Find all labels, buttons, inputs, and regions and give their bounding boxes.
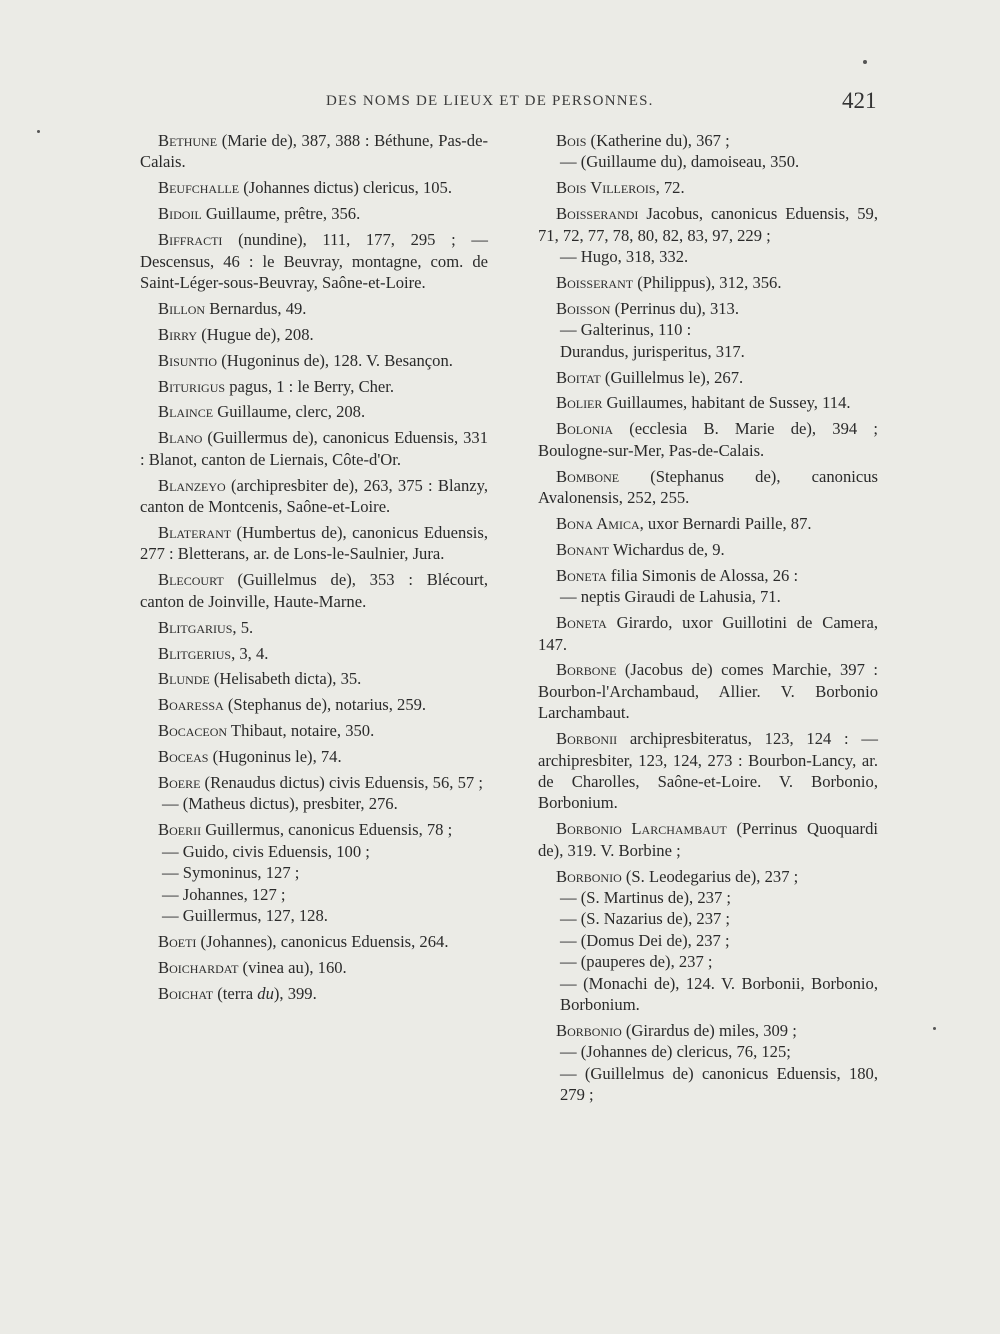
entry-subentry: — (S. Martinus de), 237 ; [560,888,731,907]
entry-subentry: — (Guillaume du), damoiseau, 350. [560,152,800,172]
index-entry [538,612,878,655]
entry-text: Thibaut, notaire, 350. [227,721,375,741]
entry-text: , 72. [655,178,685,198]
index-entry [140,522,488,565]
entry-headword: Bidoil [158,204,202,224]
index-entry [140,819,488,926]
entry-headword: Bolonia [556,419,614,439]
entry-headword: Birry [158,324,198,344]
entry-text: filia Simonis de Alossa, 26 : [606,565,799,585]
entry-headword: Bethune [158,131,218,150]
entry-headword: Boisserandi [556,204,639,224]
entry-text: , uxor Bernardi Paille, 87. [639,514,812,533]
entry-subentry: — Galterinus, 110 : [560,320,692,340]
entry-headword: Beufchalle [158,178,240,198]
entry-headword: Boneta [556,613,607,633]
index-entry [140,720,488,741]
entry-text: (nundine), 111, 177, 295 ; — Descensus, 46 : le Beuvray, montagne, com. de Saint-Léger-sous-Beuvray, Saône-et-Loire. [140,230,488,292]
index-entry [538,130,878,173]
entry-headword: Biturigus [158,376,226,396]
speck-mark [933,1027,936,1030]
index-entry [538,565,878,608]
entry-headword: Boaressa [158,695,224,715]
left-column [140,130,488,1009]
entry-subentry: — (pauperes de), 237 ; [560,952,713,972]
index-entry [140,617,488,638]
entry-text: (Guillermus de), canonicus Eduensis, 331 : Blanot, canton de Liernais, Côte-d'Or. [140,428,488,469]
index-entry [538,367,878,388]
entry-text: (Katherine du), 367 ; [586,131,730,150]
entry-headword: Blecourt [158,570,224,590]
entry-subentry: — (Domus Dei de), 237 ; [560,930,730,950]
index-entry [538,177,878,198]
entry-text: (Perrinus Quoquardi de), 319. V. Borbine ; [538,819,878,860]
index-entry [140,401,488,422]
entry-text: (Jacobus de) comes Marchie, 397 : Bourbon-l'Archambaud, Allier. V. Borbonio Larchambaut. [538,660,878,723]
entry-text: (Johannes dictus) clericus, 105. [239,178,452,198]
entry-text: Girardo, uxor Guillotini de Camera, 147. [538,613,878,654]
entry-subentry: Durandus, jurisperitus, 317. [560,341,745,361]
entry-text: , 5. [232,617,254,637]
entry-headword: Borbonio Larchambaut [556,819,727,839]
index-entry [140,324,488,345]
entry-text: (Guillelmus de), 353 : Blécourt, canton de Joinville, Haute-Marne. [140,570,488,611]
index-entry [140,746,488,767]
entry-text: (archipresbiter de), 263, 375 : Blanzy, canton de Montcenis, Saône-et-Loire. [140,475,488,517]
entry-headword: Blano [158,428,203,448]
entry-text: , 3, 4. [231,643,269,663]
entry-headword: Bolier [556,393,603,413]
speck-mark [863,60,867,64]
index-entry [538,298,878,362]
index-entry [140,298,488,319]
entry-headword: Blunde [158,669,210,689]
entry-subentry: — neptis Giraudi de Lahusia, 71. [560,587,781,607]
index-entry [140,475,488,518]
entry-subentry: — Guido, civis Eduensis, 100 ; [162,841,370,861]
entry-headword: Boeti [158,931,197,951]
index-entry [538,866,878,1016]
entry-text: Guillaume, prêtre, 356. [201,204,361,224]
entry-text: (Helisabeth dicta), 35. [209,669,362,689]
entry-headword: Bois [556,131,587,150]
entry-headword: Borbonii [556,729,618,749]
entry-headword: Bisuntio [158,350,218,370]
entry-headword: Boneta [556,565,607,585]
entry-headword: Blitgerius [158,643,232,663]
entry-headword: Boisson [556,298,611,318]
entry-subentry: — (S. Nazarius de), 237 ; [560,909,731,929]
entry-headword: Borbone [556,660,617,680]
entry-text: archipresbiteratus, 123, 124 : — archipresbiter, 123, 124, 273 : Bourbon-Lancy, ar. de Charolles, Saône-et-Loire. V. Borbonio, Borbonium. [538,729,878,813]
entry-headword: Biffracti [158,230,223,250]
index-entry [538,418,878,461]
entry-headword: Boisserant [556,272,634,292]
index-entry [538,466,878,509]
entry-headword: Billon [158,298,206,318]
entry-text: (Renaudus dictus) civis Eduensis, 56, 57 ; [200,773,483,793]
entry-headword: Boichardat [158,957,239,977]
entry-text: (Philippus), 312, 356. [633,272,782,292]
index-entry [140,643,488,664]
entry-headword: Bocaceon [158,721,228,741]
entry-text: (Hugoninus le), 74. [208,747,342,767]
entry-text: (Hugue de), 208. [197,324,314,344]
entry-text: Jacobus, canonicus Eduensis, 59, 71, 72, 77, 78, 80, 82, 83, 97, 229 ; [538,204,878,245]
entry-subentry: — (Johannes de) clericus, 76, 125; [560,1042,791,1062]
index-entry [140,694,488,715]
entry-text: (Stephanus de), notarius, 259. [223,695,427,715]
entry-text: Guillaumes, habitant de Sussey, 114. [602,393,851,413]
index-entry [538,1020,878,1106]
index-entry [140,668,488,689]
index-entry [140,130,488,173]
entry-text: (Humbertus de), canonicus Eduensis, 277 : Bletterans, ar. de Lons-le-Saulnier, Jura. [140,523,488,564]
entry-text: Guillermus, canonicus Eduensis, 78 ; [201,820,453,840]
entry-text: Wichardus de, 9. [609,539,725,559]
entry-subentry: — (Guillelmus de) canonicus Eduensis, 180, 279 ; [560,1063,878,1105]
index-entry [538,818,878,861]
entry-subentry: — Hugo, 318, 332. [560,247,689,267]
entry-headword: Blaince [158,402,214,422]
entry-text: (S. Leodegarius de), 237 ; [621,866,799,886]
index-entry [538,659,878,723]
speck-mark [37,130,40,133]
entry-text: (Johannes), canonicus Eduensis, 264. [196,931,449,951]
running-head: DES NOMS DE LIEUX ET DE PERSONNES. [326,93,654,109]
index-entry [538,272,878,293]
entry-subentry: — Guillermus, 127, 128. [162,906,328,925]
entry-headword: Bona Amica [556,514,640,533]
index-entry [140,931,488,952]
index-entry [140,569,488,612]
entry-headword: Boere [158,773,201,793]
entry-text: (Guillelmus le), 267. [600,367,744,387]
entry-text: (Marie de), 387, 388 : Béthune, Pas-de-Calais. [140,131,488,172]
index-entry [140,203,488,224]
entry-text: Bernardus, 49. [205,298,307,318]
entry-headword: Blitgarius [158,617,233,637]
entry-headword: Bois Villerois [556,178,656,198]
entry-text: (Girardus de) miles, 309 ; [621,1020,797,1040]
index-entry [538,392,878,413]
index-entry [140,229,488,293]
entry-text: (Hugoninus de), 128. V. Besançon. [217,350,453,370]
entry-headword: Bombone [556,466,620,486]
index-entry [538,513,878,534]
entry-headword: Blanzeyo [158,475,226,495]
entry-headword: Bonant [556,539,610,559]
entry-subentry: — Symoninus, 127 ; [162,863,300,883]
page-number: 421 [842,88,877,113]
entry-text: (vinea au), 160. [238,957,347,977]
index-entry [140,376,488,397]
entry-italic: du [257,983,274,1003]
entry-headword: Boceas [158,747,209,767]
entry-text: (ecclesia B. Marie de), 394 ; Boulogne-sur-Mer, Pas-de-Calais. [538,419,878,460]
entry-headword: Boerii [158,820,202,840]
right-column [538,130,878,1110]
index-entry [140,772,488,815]
entry-subentry: — (Matheus dictus), presbiter, 276. [162,794,398,814]
index-entry [140,983,488,1004]
index-entry [538,728,878,814]
entry-text: (terra [213,983,258,1003]
entry-text: (Perrinus du), 313. [610,298,740,318]
entry-text: pagus, 1 : le Berry, Cher. [225,376,395,396]
index-entry [538,539,878,560]
entry-tail: ), 399. [273,983,317,1003]
index-entry [140,177,488,198]
index-entry [538,203,878,267]
index-entry [140,427,488,470]
entry-text: (Stephanus de), canonicus Avalonensis, 252, 255. [538,466,878,508]
entry-headword: Boitat [556,367,601,387]
entry-text: Guillaume, clerc, 208. [213,402,366,422]
index-entry [140,350,488,371]
entry-subentry: — Johannes, 127 ; [162,884,286,904]
entry-subentry: — (Monachi de), 124. V. Borbonii, Borbonio, Borbonium. [560,973,878,1015]
entry-headword: Borbonio [556,1020,622,1040]
entry-headword: Boichat [158,983,214,1003]
entry-headword: Blaterant [158,523,232,542]
entry-headword: Borbonio [556,866,622,886]
index-entry [140,957,488,978]
